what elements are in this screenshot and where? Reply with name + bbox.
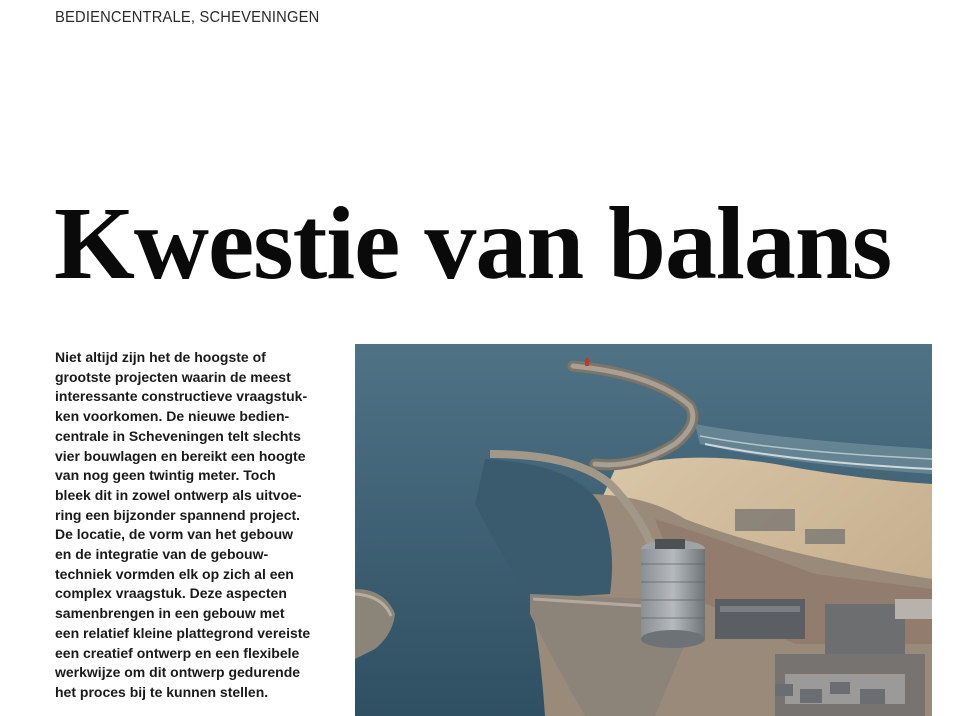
intro-line: ken voorkomen. De nieuwe bedien-	[55, 408, 290, 425]
intro-line: en de integratie van de gebouw-	[55, 546, 269, 563]
intro-line: ring een bijzonder spannend project.	[55, 506, 301, 523]
intro-paragraph	[55, 348, 340, 703]
intro-line: techniek vormden elk op zich al een	[55, 565, 294, 582]
intro-line: complex vraagstuk. Deze aspecten	[55, 585, 287, 602]
intro-line: centrale in Scheveningen telt slechts	[55, 427, 301, 444]
intro-line: van nog geen twintig meter. Toch	[55, 467, 276, 484]
tower-building	[641, 539, 705, 648]
intro-line: een relatief kleine plattegrond vereiste	[55, 624, 311, 641]
intro-line: het proces bij te kunnen stellen.	[55, 683, 269, 700]
intro-line: Niet altijd zijn het de hoogste of	[55, 349, 266, 365]
intro-line: bleek dit in zowel ontwerp als uitvoe-	[55, 486, 302, 503]
intro-line: De locatie, de vorm van het gebouw	[55, 526, 294, 543]
intro-line: samenbrengen in een gebouw met	[55, 605, 285, 622]
section-label: BEDIENCENTRALE, SCHEVENINGEN	[55, 9, 320, 26]
intro-line: een creatief ontwerp en een flexibele	[55, 644, 300, 661]
intro-line: werkwijze om dit ontwerp gedurende	[55, 664, 301, 681]
aerial-harbor-photo	[355, 344, 932, 716]
article-headline: Kwestie van balans	[54, 186, 892, 301]
intro-line: grootste projecten waarin de meest	[55, 368, 291, 385]
intro-line: vier bouwlagen en bereikt een hoogte	[55, 447, 306, 464]
intro-line: interessante constructieve vraagstuk-	[55, 388, 308, 405]
